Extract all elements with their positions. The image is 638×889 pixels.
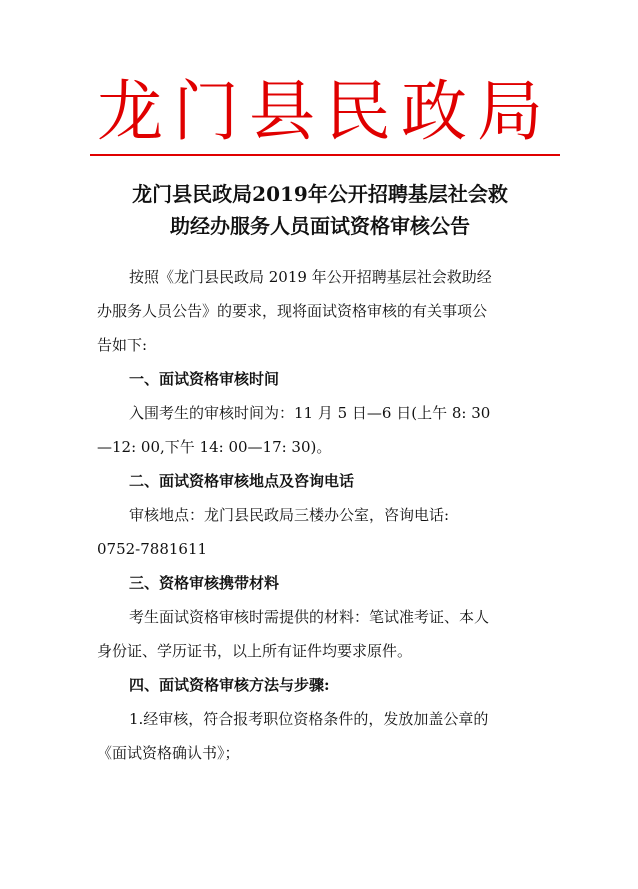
section-2-phone: 0752-7881611: [97, 540, 208, 558]
section-1-line-2: —12: 00,下午 14: 00—17: 30)。: [97, 438, 332, 456]
section-3: [97, 566, 549, 668]
section-2-heading: 二、面试资格审核地点及咨询电话: [129, 472, 355, 490]
notice-title-line-2: 助经办服务人员面试资格审核公告: [170, 214, 470, 238]
section-3-line-2: 身份证、学历证书，以上所有证件均要求原件。: [97, 642, 413, 660]
section-3-heading: 三、资格审核携带材料: [129, 574, 280, 592]
section-4: [97, 668, 549, 770]
section-1-heading: 一、面试资格审核时间: [129, 370, 280, 388]
masthead-red-rule: [90, 154, 560, 156]
notice-body: [97, 260, 549, 770]
section-2-line-1: 审核地点：龙门县民政局三楼办公室，咨询电话:: [129, 506, 450, 524]
intro-line-1: 按照《龙门县民政局 2019 年公开招聘基层社会救助经: [129, 268, 492, 286]
section-1: [97, 362, 549, 464]
section-4-line-1: 1.经审核，符合报考职位资格条件的，发放加盖公章的: [129, 710, 489, 728]
section-4-line-2: 《面试资格确认书》；: [97, 744, 240, 762]
section-1-line-1: 入围考生的审核时间为：11 月 5 日—6 日(上午 8: 30: [129, 404, 491, 422]
section-2: [97, 464, 549, 566]
section-4-heading: 四、面试资格审核方法与步骤:: [129, 676, 330, 694]
intro-line-3: 告如下:: [97, 336, 148, 354]
notice-title: [70, 178, 570, 242]
intro-line-2: 办服务人员公告》的要求，现将面试资格审核的有关事项公: [97, 302, 488, 320]
notice-title-line-1: 龙门县民政局2019年公开招聘基层社会救: [132, 182, 508, 206]
intro-paragraph: [97, 260, 549, 362]
masthead-org-name: 龙门县民政局: [97, 73, 553, 150]
section-3-line-1: 考生面试资格审核时需提供的材料：笔试准考证、本人: [129, 608, 490, 626]
